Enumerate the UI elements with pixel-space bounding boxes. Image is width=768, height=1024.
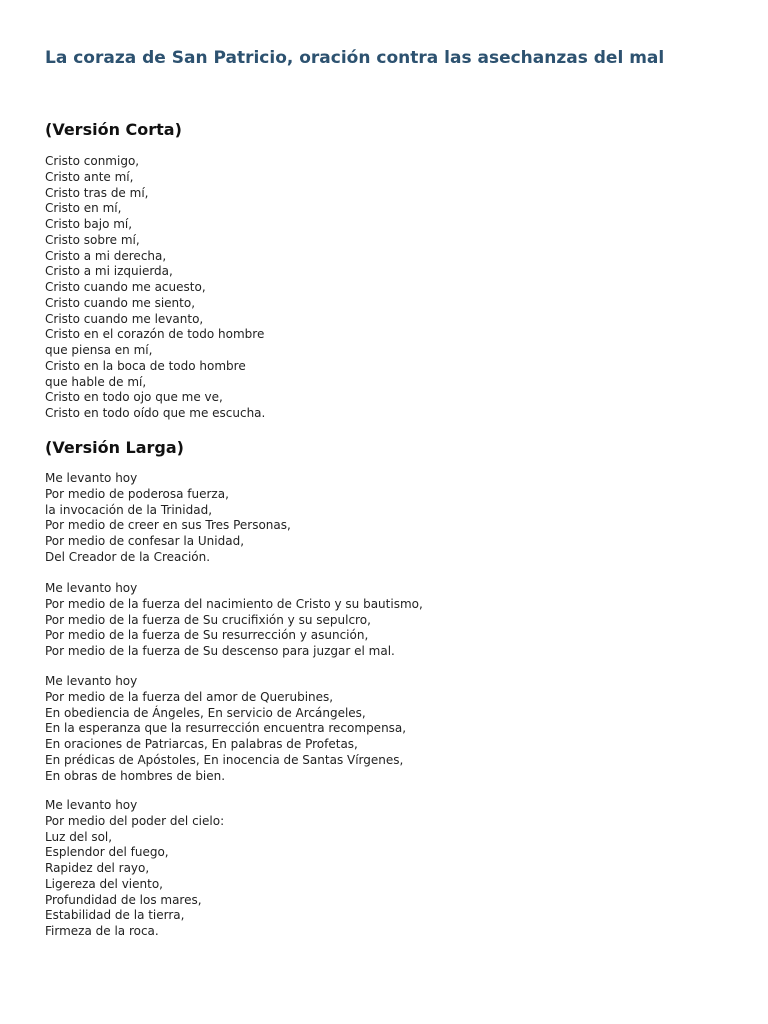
text-line: Esplendor del fuego, [45, 845, 169, 860]
text-line: Por medio de la fuerza de Su crucifixión y su sepulcro, [45, 612, 371, 627]
text-line: Por medio de la fuerza del amor de Querubines, [45, 689, 334, 704]
long-version-heading: (Versión Larga) [45, 438, 184, 457]
text-line: Profundidad de los mares, [45, 892, 202, 907]
text-line: Ligereza del viento, [45, 876, 163, 891]
text-line: En la esperanza que la resurrección encuentra recompensa, [45, 721, 407, 736]
text-line: Estabilidad de la tierra, [45, 908, 185, 923]
text-line: Cristo cuando me levanto, [45, 311, 204, 326]
text-line: Rapidez del rayo, [45, 861, 150, 875]
page-title: La coraza de San Patricio, oración contra las asechanzas del mal [45, 48, 665, 68]
text-line: Por medio de la fuerza de Su resurrección y asunción, [45, 628, 369, 643]
short-version-text [45, 154, 265, 422]
long-version-stanza-2 [45, 581, 423, 660]
text-line: En obras de hombres de bien. [45, 768, 226, 783]
text-line: Cristo a mi derecha, [45, 248, 167, 263]
text-line: Cristo ante mí, [45, 169, 134, 184]
long-version-stanza-1 [45, 471, 291, 566]
long-version-stanza-4 [45, 798, 224, 940]
text-line: Cristo conmigo, [45, 154, 140, 168]
text-line: Por medio de la fuerza del nacimiento de Cristo y su bautismo, [45, 596, 423, 611]
text-line: Cristo en la boca de todo hombre [45, 358, 246, 373]
text-line: Por medio de la fuerza de Su descenso para juzgar el mal. [45, 644, 395, 658]
text-line: Luz del sol, [45, 829, 113, 844]
text-line: Cristo en todo oído que me escucha. [45, 406, 266, 420]
text-line: la invocación de la Trinidad, [45, 502, 213, 517]
text-line: Me levanto hoy [45, 674, 138, 688]
text-line: En oraciones de Patriarcas, En palabras de Profetas, [45, 737, 358, 751]
long-version-stanza-3 [45, 674, 406, 784]
text-line: Por medio de creer en sus Tres Personas, [45, 518, 291, 533]
text-line: Cristo cuando me acuesto, [45, 280, 206, 294]
text-line: Por medio del poder del cielo: [45, 813, 225, 828]
text-line: Firmeza de la roca. [45, 924, 159, 938]
text-line: Cristo en todo ojo que me ve, [45, 390, 223, 405]
text-line: Cristo tras de mí, [45, 185, 149, 200]
text-line: Me levanto hoy [45, 471, 138, 485]
text-line: Cristo sobre mí, [45, 232, 140, 247]
text-line: En obediencia de Ángeles, En servicio de Arcángeles, [45, 705, 366, 720]
text-line: Cristo a mi izquierda, [45, 264, 173, 279]
text-line: Por medio de confesar la Unidad, [45, 534, 245, 548]
text-line: Cristo en el corazón de todo hombre [45, 327, 265, 342]
text-line: Cristo cuando me siento, [45, 295, 196, 310]
text-line: Cristo en mí, [45, 201, 122, 216]
text-line: Me levanto hoy [45, 581, 138, 595]
text-line: Me levanto hoy [45, 798, 138, 812]
text-line: Cristo bajo mí, [45, 217, 133, 231]
short-version-heading: (Versión Corta) [45, 120, 182, 139]
text-line: que hable de mí, [45, 374, 147, 389]
text-line: que piensa en mí, [45, 343, 153, 357]
text-line: Del Creador de la Creación. [45, 549, 211, 564]
text-line: Por medio de poderosa fuerza, [45, 486, 229, 501]
text-line: En prédicas de Apóstoles, En inocencia de Santas Vírgenes, [45, 752, 404, 767]
